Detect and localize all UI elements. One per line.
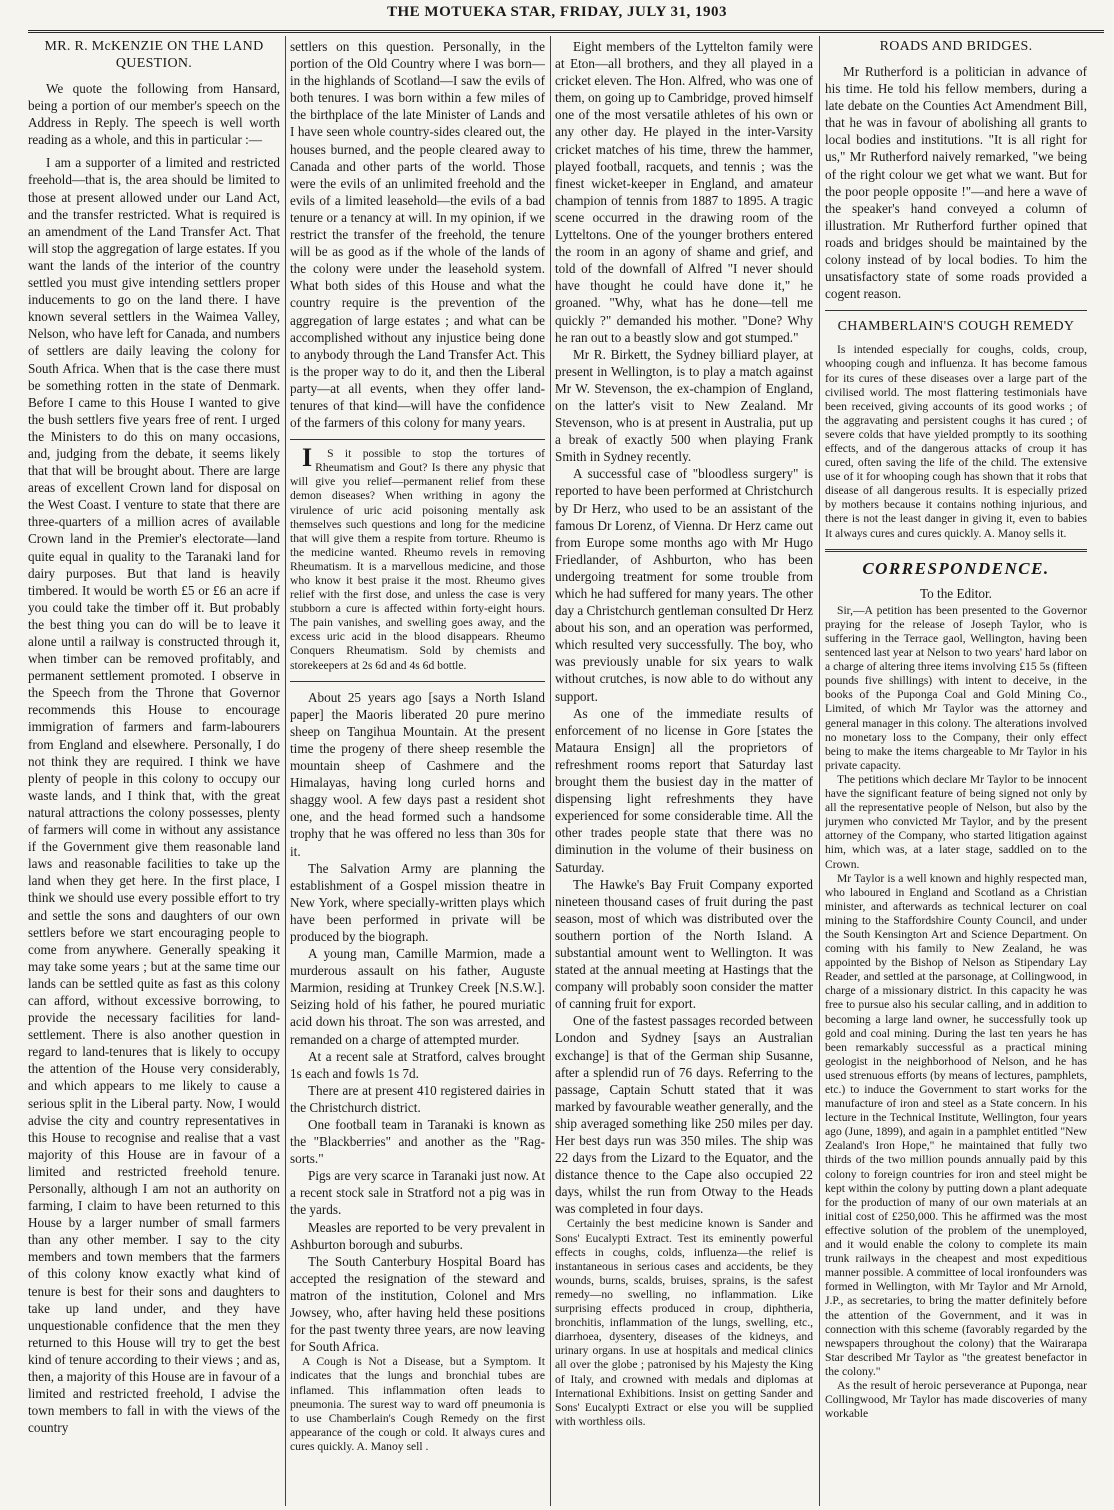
drop-cap: I [302,443,313,473]
news-paragraph: A successful case of "bloodless surgery" is reported to have been performed at Christchurch by Dr Herz, who used to be an assistant of the famous Dr Lorenz, of Vienna. Dr Herz came out from Europe some months ago with Mr Hugo Friedlander, of Ashburton, who has been undergoing treatment for some trouble from which he had suffered for many years. The other day a Christchurch gentleman consulted Dr Herz about his son, and an operation was performed, which resulted very successfully. The boy, who was previously unable for six years to walk without crutches, is now able to do without any support. [555,466,813,704]
article-separator [290,681,545,682]
section-separator [825,549,1087,552]
news-paragraph: About 25 years ago [says a North Island paper] the Maoris liberated 20 pure merino sheep on Tangihua Mountain. At the present time the progeny of there sheep resemble the mountain sheep of Cashmere and the Himalayas, having long curled horns and shaggy wool. A few days past a resident shot one, and the head formed such a handsome trophy that he was offered no less than 30s for it. [290,689,545,859]
cough-ad-text: A Cough is Not a Disease, but a Symptom. It indicates that the lungs and bronchial tubes are inflamed. This inflammation often leads to pneumonia. The surest way to ward off pneumonia is to use Chamberlain's Cough Remedy on the first appearance of the cough or cold. It always cures and cures quickly. A. Manoy sell . [290,1355,545,1453]
news-paragraph: The South Canterbury Hospital Board has accepted the resignation of the steward and matron of the institution, Colonel and Mrs Jowsey, who, after having held these positions for the past twenty three years, are now leaving for South Africa. [290,1253,545,1355]
eucalypti-advertisement [555,1217,813,1428]
column-1 [28,38,280,1504]
news-paragraph: A young man, Camille Marmion, made a murderous assault on his father, Auguste Marmion, residing at Trunkey Creek [N.S.W.]. Seizing hold of his father, he poured muriatic acid down his throat. The son was arrested, and remanded on a charge of attempted murder. [290,946,545,1047]
news-paragraph: The Hawke's Bay Fruit Company exported nineteen thousand cases of fruit during the past season, most of which was distributed over the southern portion of the North Island. A substantial amount went to Wellington. It was stated at the annual meeting at Hastings that the company will probably soon consider the matter of canning fruit for export. [555,876,813,1012]
letter-paragraph: The petitions which declare Mr Taylor to be innocent have the significant feature of being signed not only by all the representative people of Nelson, but also by the jurymen who convicted Mr Taylor, and by the present attorney of the Company, who started litigation against him, which was, at a later stage, saddled on to the Crown. [825,772,1087,871]
news-paragraph: As one of the immediate results of enforcement of no license in Gore [states the Mataura Ensign] all the proprietors of refreshment rooms report that Saturday last brought them the busiest day in the matter of dispensing light refreshments they have experienced for some considerable time. All the other trades people state that there was no diminution in the volume of their business on Saturday. [555,705,813,875]
news-paragraph: At a recent sale at Stratford, calves brought 1s each and fowls 1s 7d. [290,1048,545,1081]
article-body: I am a supporter of a limited and restricted freehold—that is, the area should be limited to those at present allowed under our Land Act, and the transfer restricted. What is required is an amendment of the Land Transfer Act. That will stop the aggregation of large estates. If you want the lands of the interior of the country settled you must give intending settlers proper inducements to go on the land there. I have known several settlers in the Waimea Valley, Nelson, who have left for Canada, and numbers of settlers are daily leaving the colony for South Africa. When that is the case there must be something rotten in the state of Denmark. Before I came to this House I wanted to give the bush settlers five years free of rent. I urged the Ministers to do this on many occasions, and, judging from the debate, it seems likely that that will be brought about. There are large areas of excellent Crown land for disposal on the West Coast. I venture to state that there are three-quarters of a million acres of available Crown land in the Premier's electorate—land quite equal in quality to the Taranaki land for dairy purposes. But that land is heavily timbered. It would be worth £5 or £6 an acre if you could take the timber off it. But probably the best thing you can do will be to leave it alone until a railway is constructed through it, when timber can be removed profitably, and permanent settlement promoted. I observe in the Speech from the Throne that Governor recommends this House to encourage immigration of farmers and farm-labourers from England and elsewhere. Personally, I do not think they are required. I think we have plenty of people in this colony to occupy our waste lands, and I think that, with the great natural attractions the colony possesses, plenty of farmers will come in without any assistance if the Government give them reasonable land laws and reasonable facilities to take up the land when they get here. In the first place, I think we should use every possible effort to try and settle the sons and daughters of our own settlers before we start encouraging people to come from anywhere. Generally speaking it may take some years ; but at the same time our lands can be settled quite as fast as this colony can afford, without excessive borrowing, to provide the necessary facilities for land-settlement. There is also another question in regard to land-tenures that is likely to occupy the attention of the House very considerably, and which appears to me likely to cause a serious split in the Liberal party. Now, I would advise the city and country representatives in this House to recognise and realise that a vast majority of this House are in favour of a limited and restricted freehold tenure. Personally, although I am not an authority on farming, I claim to have been returned to this House by a larger number of small farmers than any other member. I say to the city members and town members that the farmers of this colony know exactly what kind of tenure is best for their sons and daughters to take up land under, and they have unquestionable confidence that the men they returned to this House will try to get the best kind of tenure according to their views ; and as, then, a majority of this House are in favour of a limited and restricted freehold, I advise the town members to fall in with the views of the country [28,155,280,1436]
news-paragraph: Measles are reported to be very prevalent in Ashburton borough and suburbs. [290,1219,545,1252]
column-3 [555,38,813,1504]
cough-remedy-headline: CHAMBERLAIN'S COUGH REMEDY [837,319,1075,335]
news-paragraph: Mr R. Birkett, the Sydney billiard player, at present in Wellington, is to play a match against Mr W. Stevenson, the ex-champion of England, on the latter's visit to New Zealand. Mr Stevenson, who is at present in Australia, put up a break of exactly 500 when playing Frank Smith in Sydney recently. [555,346,813,465]
rheumo-ad-text: S it possible to stop the tortures of Rheumatism and Gout? Is there any physic that will give you relief—permanent relief from these demon diseases? When writhing in agony the virulence of uric acid poisoning mentally ask themselves such questions and long for the medicine that will give them a respite from torture. Rheumo is the medicine wanted. Rheumo revels in removing Rheumatism. It is a marvellous medicine, and those who know it best praise it the most. Rheumo gives relief with the first dose, and unless the case is very stubborn a cure is affected within forty-eight hours. The pain vanishes, and swelling goes away, and the excess uric acid in the blood disappears. Rheumo Conquers Rheumatism. Sold by chemists and storekeepers at 2s 6d and 4s 6d bottle. [290,447,545,672]
cough-remedy-text: Is intended especially for coughs, colds, croup, whooping cough and influenza. It has become famous for its cures of these diseases over a large part of the civilised world. The most flattering testimonials have been received, giving accounts of its good works ; of the aggravating and persistent coughs it has cured ; of severe colds that have yielded promptly to its soothing effects, and of the dangerous attacks of croup it has cured, often saving the life of the child. The extensive use of it for whooping cough has shown that it robs that disease of all dangerous results. It is especially prized by mothers because it contains nothing injurious, and there is not the least danger in giving it, even to babies It always cures and cures quickly. A. Manoy sells it. [825,343,1087,540]
news-paragraph: One of the fastest passages recorded between London and Sydney [says an Australian exchange] is that of the German ship Susanne, after a splendid run of 76 days. Referring to the passage, Captain Schutt stated that it was marked by favourable weather generally, and the ship averaged something like 250 miles per day. Her best days run was 350 miles. The ship was 22 days from the Lizard to the Equator, and the distance thence to the Cape also occupied 22 days, whilst the run from Otway to the Heads was completed in four days. [555,1013,813,1217]
cough-advertisement [290,1355,545,1454]
column-2 [290,38,545,1504]
letter-paragraph: As the result of heroic perseverance at Puponga, near Collingwood, Mr Taylor has made discoveries of many workable [825,1378,1087,1421]
article-separator [825,310,1087,311]
letter-paragraph: Mr Taylor is a well known and highly respected man, who laboured in England and Scotland as a Christian minister, and afterwards as technical lecturer on coal mining to the Staffordshire County Council, and under the South Kensington Art and Science Department. On coming with his family to New Zealand, he was appointed by the Bishop of Nelson as Stipendary Lay Reader, and settled at the parsonage, at Collingwood, in charge of a missionary district. In this capacity he was free to pursue also his secular calling, and in addition to becoming a large land owner, he successfully took up gold and coal mining. During the last ten years he has been remarkably successful as a practical mining geologist in the neighborhood of Nelson, and he has used strenuous efforts (by means of lectures, pamphlets, etc.) to induce the Government to start works for the manufacture of iron and steel as a State concern. In his lecture in the Technical Institute, Wellington, four years ago (June, 1899), and again in a pamphlet entitled "New Zealand's Iron Hope," he maintained that fully two thirds of the two million pounds annually paid by this colony to foreign countries for iron and steel might be kept within the colony by putting down a plant adequate for the production of many of our own materials at an initial cost of £250,000. This he affirmed was the most effective solution of the problem of the unemployed, and it would enable the colony to complete its main trunk railways in the cheapest and most expeditious manner possible. A committee of local ironfounders was formed in Wellington, with Mr Taylor and Mr Arnold, J.P., as secretaries, to bring the matter definitely before the attention of the Government, and it was in connection with this scheme (favorably regarded by the newspapers throughout the colony) that the Wairarapa Star described Mr Taylor as "the greatest benefactor in the colony." [825,871,1087,1378]
masthead: THE MOTUEKA STAR, FRIDAY, JULY 31, 1903 [387,4,727,20]
to-the-editor: To the Editor. [920,585,992,601]
rheumo-advertisement [290,443,545,673]
column-divider [550,36,551,1506]
letter-paragraph: Sir,—A petition has been presented to the Governor praying for the release of Joseph Taylor, who is suffering in the Terrace gaol, Wellington, having been sentenced last year at Nelson to two years' hard labor on a charge of altering three items involving £15 5s (fifteen pounds five shillings) with intent to deceive, in the books of the Puponga Coal and Gold Mining Co., Limited, of which Mr Taylor was the attorney and general manager in this colony. The alterations involved no monetary loss to the Company, their only effect being to make the items chargeable to Mr Taylor in his private capacity. [825,603,1087,772]
news-paragraph: The Salvation Army are planning the establishment of a Gospel mission theatre in New York, where specially-written plays which have been performed in private will be produced by the biograph. [290,860,545,944]
article-separator [290,439,545,440]
correspondence-headline: CORRESPONDENCE. [862,558,1050,578]
cough-remedy-advertisement [825,343,1087,540]
letter-to-editor [825,604,1087,1421]
news-paragraph: One football team in Taranaki is known as the "Blackberries" and another as the "Rag-sorts." [290,1117,545,1167]
news-paragraph: There are at present 410 registered dairies in the Christchurch district. [290,1082,545,1115]
article-headline-land-question: MR. R. McKENZIE ON THE LAND QUESTION. [44,39,264,71]
speech-continuation: settlers on this question. Personally, in the portion of the Old Country where I was born—in the highlands of Scotland—I saw the evils of both tenures. I was born within a few miles of the birthplace of the late Minister of Lands and I have seen whole country-sides cleared out, the houses burned, and the people cleared away to Canada and other parts of the world. Those were the evils of an unlimited freehold and the evils of a limited leasehold—the evils of a bad tenure or a tenancy at will. In my opinion, if we restrict the transfer of the freehold, the tenure will be as good as if the whole of the lands of the colony were under the leasehold system. What both sides of this House and what the country require is the prevention of the aggregation of large estates ; and what can be accomplished without any injustice being done to anybody through the Land Transfer Act. This is the proper way to do it, and then the Liberal party—at all events, when they offer land-tenures of that kind—will have the confidence of the farmers of this colony for many years. [290,39,545,431]
column-4 [825,38,1087,1504]
masthead-rule [28,30,1104,33]
column-divider [285,36,286,1506]
eucalypti-ad-text: Certainly the best medicine known is Sander and Sons' Eucalypti Extract. Test its eminently powerful effects in coughs, colds, influenza—the relief is instantaneous in serious cases and accidents, be they wounds, burns, scalds, bruises, sprains, is the safest remedy—no swelling, no inflammation. Like surprising effects produced in croup, diphtheria, bronchitis, inflammation of the lungs, swelling, etc., diarrhoea, dysentery, diseases of the kidneys, and urinary organs. In use at hospitals and medical clinics all over the globe ; patronised by his Majesty the King of Italy, and crowned with medals and diplomas at International Exhibitions. Insist on getting Sander and Sons' Eucalypti Extract or else you will be supplied with worthless oils. [555,1217,813,1428]
column-divider [819,36,820,1506]
article-intro: We quote the following from Hansard, being a portion of our member's speech on the Address in Reply. The speech is well worth reading as a whole, and this in particular :— [28,81,280,148]
news-paragraph: Pigs are very scarce in Taranaki just now. At a recent stock sale in Stratford not a pig was in the yards. [290,1168,545,1218]
roads-bridges-headline: ROADS AND BRIDGES. [879,39,1033,54]
roads-bridges-text: Mr Rutherford is a politician in advance of his time. He told his fellow members, during a late debate on the Counties Act Amendment Bill, that he was in favour of abolishing all grants to local bodies and institutions. "It is all right for us," Mr Rutherford naively remarked, "we being of the right colour we get what we want. But for the poor people opposite !"—and here a wave of the speaker's hand conveyed a column of illustration. Mr Rutherford further opined that roads and bridges should be maintained by the colony instead of by local bodies. To him the unsatisfactory state of some roads provided a cogent reason. [825,64,1087,302]
news-paragraph: Eight members of the Lyttelton family were at Eton—all brothers, and they all played in a cricket eleven. The Hon. Alfred, who was one of them, on going up to Cambridge, proved himself one of the most versatile athletes of his own or any other day. He played in the inter-Varsity cricket matches of his time, threw the hammer, played football, racquets, and tennis ; was the finest wicket-keeper in England, and amateur champion of tennis from 1887 to 1895. A tragic scene occurred in the drawing room of the Lytteltons. One of the younger brothers entered the room in an agony of shame and grief, and told of the downfall of Alfred "I never should have thought he could have done it," he groaned. "Why, what has he done—tell me quickly ?" demanded his mother. "Done? Why he ran out to a beastly slow and got stumped." [555,39,813,345]
